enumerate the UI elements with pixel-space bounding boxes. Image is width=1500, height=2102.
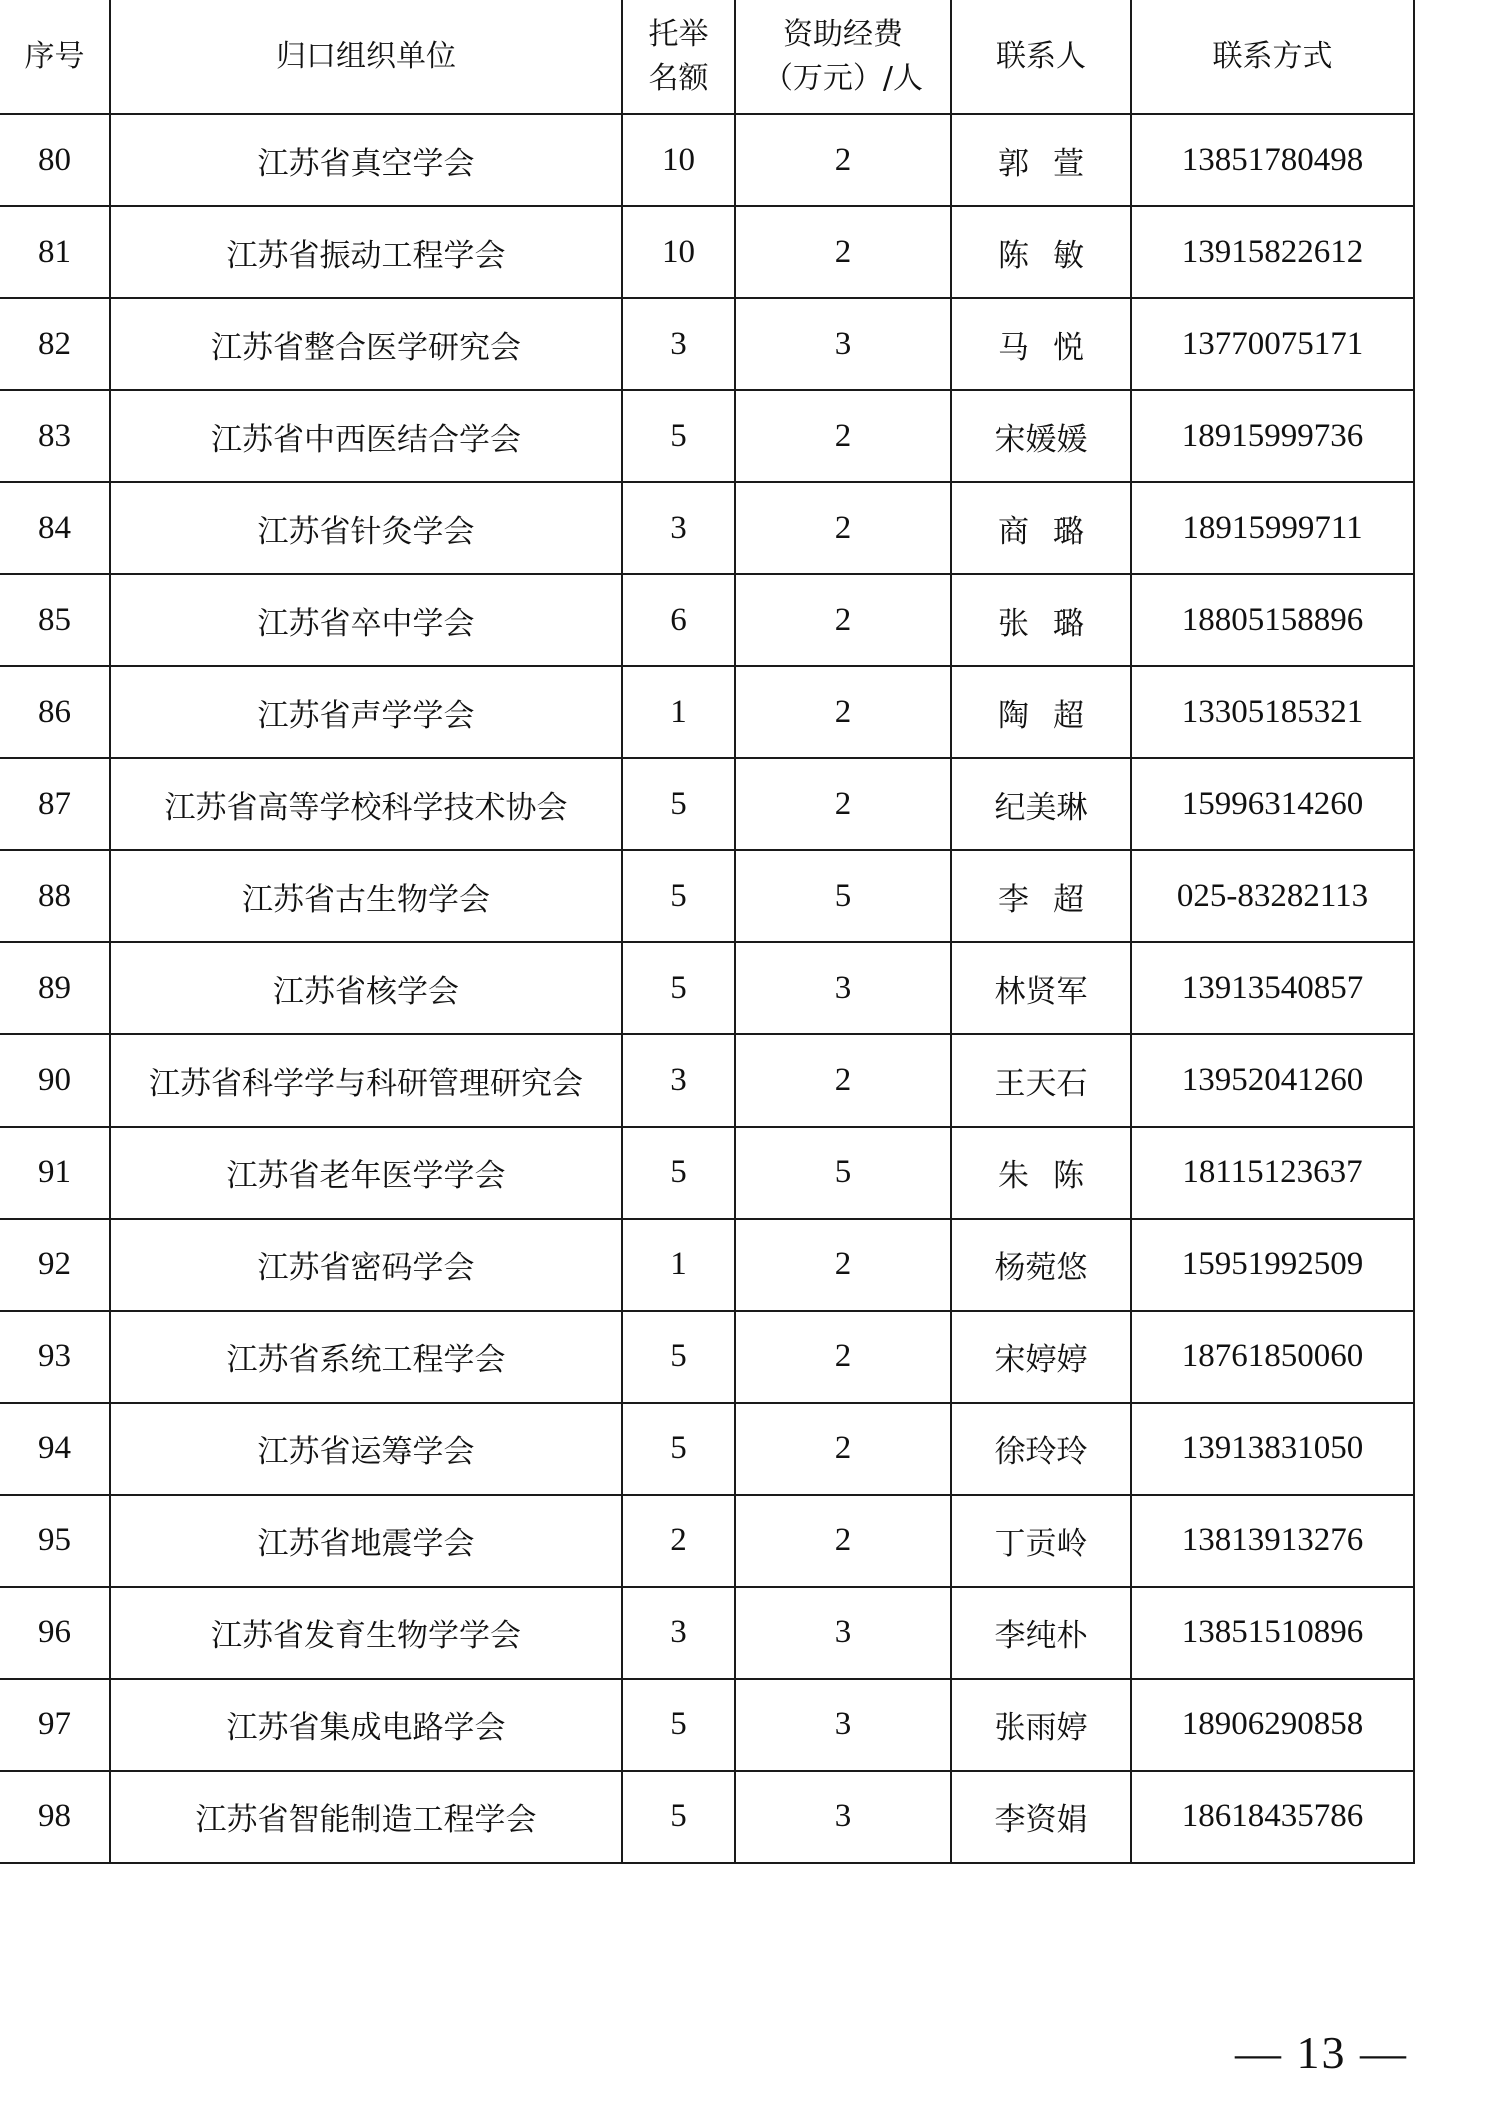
cell-contact: 杨菀悠 — [951, 1219, 1131, 1311]
cell-unit: 江苏省振动工程学会 — [110, 206, 622, 298]
cell-contact: 宋婷婷 — [951, 1311, 1131, 1403]
cell-phone: 13913831050 — [1131, 1403, 1414, 1495]
cell-phone: 025-83282113 — [1131, 850, 1414, 942]
cell-funding: 3 — [735, 1771, 951, 1863]
cell-unit: 江苏省集成电路学会 — [110, 1679, 622, 1771]
cell-index: 95 — [0, 1495, 110, 1587]
cell-index: 84 — [0, 482, 110, 574]
cell-unit: 江苏省核学会 — [110, 942, 622, 1034]
cell-quota: 5 — [622, 1403, 735, 1495]
cell-funding: 2 — [735, 1219, 951, 1311]
cell-index: 87 — [0, 758, 110, 850]
table-row — [0, 206, 1414, 298]
table-row — [0, 1403, 1414, 1495]
cell-contact: 张雨婷 — [951, 1679, 1131, 1771]
table-row — [0, 574, 1414, 666]
cell-funding: 5 — [735, 850, 951, 942]
cell-contact: 李资娟 — [951, 1771, 1131, 1863]
cell-unit: 江苏省声学学会 — [110, 666, 622, 758]
header-quota-line1: 托举 — [648, 17, 709, 52]
table-row — [0, 298, 1414, 390]
cell-funding: 2 — [735, 1311, 951, 1403]
header-funding — [735, 0, 951, 114]
cell-index: 80 — [0, 114, 110, 206]
table-row — [0, 114, 1414, 206]
table-header-row — [0, 0, 1414, 114]
cell-quota: 3 — [622, 482, 735, 574]
cell-funding: 2 — [735, 114, 951, 206]
table-row — [0, 390, 1414, 482]
cell-contact: 徐玲玲 — [951, 1403, 1131, 1495]
cell-phone: 18915999711 — [1131, 482, 1414, 574]
cell-phone: 13851780498 — [1131, 114, 1414, 206]
table-row — [0, 1219, 1414, 1311]
cell-quota: 5 — [622, 758, 735, 850]
cell-unit: 江苏省卒中学会 — [110, 574, 622, 666]
table-body — [0, 114, 1414, 1863]
cell-quota: 5 — [622, 390, 735, 482]
cell-quota: 5 — [622, 1311, 735, 1403]
cell-contact: 张璐 — [951, 574, 1131, 666]
header-index: 序号 — [0, 0, 110, 114]
table-row — [0, 850, 1414, 942]
cell-index: 86 — [0, 666, 110, 758]
cell-quota: 10 — [622, 206, 735, 298]
cell-funding: 2 — [735, 1403, 951, 1495]
cell-phone: 13851510896 — [1131, 1587, 1414, 1679]
cell-index: 94 — [0, 1403, 110, 1495]
cell-contact: 王天石 — [951, 1034, 1131, 1126]
cell-unit: 江苏省地震学会 — [110, 1495, 622, 1587]
cell-index: 96 — [0, 1587, 110, 1679]
cell-quota: 3 — [622, 1034, 735, 1126]
cell-contact: 纪美琳 — [951, 758, 1131, 850]
cell-unit: 江苏省整合医学研究会 — [110, 298, 622, 390]
cell-funding: 2 — [735, 574, 951, 666]
table-row — [0, 1127, 1414, 1219]
cell-funding: 2 — [735, 206, 951, 298]
cell-phone: 18618435786 — [1131, 1771, 1414, 1863]
cell-quota: 2 — [622, 1495, 735, 1587]
cell-index: 83 — [0, 390, 110, 482]
cell-funding: 2 — [735, 758, 951, 850]
cell-funding: 2 — [735, 1034, 951, 1126]
cell-unit: 江苏省真空学会 — [110, 114, 622, 206]
cell-index: 81 — [0, 206, 110, 298]
cell-unit: 江苏省老年医学学会 — [110, 1127, 622, 1219]
cell-quota: 6 — [622, 574, 735, 666]
header-contact: 联系人 — [951, 0, 1131, 114]
header-quota — [622, 0, 735, 114]
table-row — [0, 1034, 1414, 1126]
cell-quota: 5 — [622, 942, 735, 1034]
cell-quota: 5 — [622, 1127, 735, 1219]
cell-unit: 江苏省针灸学会 — [110, 482, 622, 574]
header-unit: 归口组织单位 — [110, 0, 622, 114]
cell-phone: 13952041260 — [1131, 1034, 1414, 1126]
cell-funding: 2 — [735, 482, 951, 574]
cell-contact: 李超 — [951, 850, 1131, 942]
cell-unit: 江苏省高等学校科学技术协会 — [110, 758, 622, 850]
cell-index: 92 — [0, 1219, 110, 1311]
cell-funding: 2 — [735, 390, 951, 482]
cell-index: 85 — [0, 574, 110, 666]
table-row — [0, 1587, 1414, 1679]
cell-quota: 10 — [622, 114, 735, 206]
cell-contact: 丁贡岭 — [951, 1495, 1131, 1587]
cell-phone: 18761850060 — [1131, 1311, 1414, 1403]
cell-funding: 3 — [735, 942, 951, 1034]
table-row — [0, 482, 1414, 574]
cell-quota: 3 — [622, 1587, 735, 1679]
cell-unit: 江苏省中西医结合学会 — [110, 390, 622, 482]
cell-phone: 13813913276 — [1131, 1495, 1414, 1587]
cell-quota: 5 — [622, 850, 735, 942]
cell-index: 98 — [0, 1771, 110, 1863]
cell-index: 90 — [0, 1034, 110, 1126]
table-row — [0, 942, 1414, 1034]
cell-unit: 江苏省运筹学会 — [110, 1403, 622, 1495]
page-number: — 13 — — [1235, 2027, 1408, 2078]
cell-funding: 3 — [735, 1679, 951, 1771]
cell-phone: 18115123637 — [1131, 1127, 1414, 1219]
cell-index: 97 — [0, 1679, 110, 1771]
cell-unit: 江苏省古生物学会 — [110, 850, 622, 942]
cell-funding: 2 — [735, 1495, 951, 1587]
table-row — [0, 1679, 1414, 1771]
cell-quota: 5 — [622, 1771, 735, 1863]
cell-phone: 13770075171 — [1131, 298, 1414, 390]
header-funding-line2: （万元）/人 — [762, 60, 924, 96]
cell-phone: 13913540857 — [1131, 942, 1414, 1034]
header-phone: 联系方式 — [1131, 0, 1414, 114]
cell-contact: 李纯朴 — [951, 1587, 1131, 1679]
cell-funding: 2 — [735, 666, 951, 758]
cell-contact: 朱陈 — [951, 1127, 1131, 1219]
cell-quota: 1 — [622, 1219, 735, 1311]
cell-index: 89 — [0, 942, 110, 1034]
header-quota-line2: 名额 — [648, 60, 709, 96]
cell-phone: 15951992509 — [1131, 1219, 1414, 1311]
cell-contact: 宋媛媛 — [951, 390, 1131, 482]
cell-index: 88 — [0, 850, 110, 942]
cell-contact: 商璐 — [951, 482, 1131, 574]
cell-quota: 3 — [622, 298, 735, 390]
cell-phone: 18906290858 — [1131, 1679, 1414, 1771]
cell-unit: 江苏省智能制造工程学会 — [110, 1771, 622, 1863]
cell-phone: 18915999736 — [1131, 390, 1414, 482]
cell-contact: 陈敏 — [951, 206, 1131, 298]
cell-contact: 陶超 — [951, 666, 1131, 758]
cell-contact: 郭萱 — [951, 114, 1131, 206]
cell-funding: 5 — [735, 1127, 951, 1219]
cell-quota: 1 — [622, 666, 735, 758]
cell-unit: 江苏省密码学会 — [110, 1219, 622, 1311]
cell-contact: 马悦 — [951, 298, 1131, 390]
header-funding-line1: 资助经费 — [783, 17, 903, 52]
cell-quota: 5 — [622, 1679, 735, 1771]
cell-funding: 3 — [735, 1587, 951, 1679]
cell-unit: 江苏省发育生物学学会 — [110, 1587, 622, 1679]
cell-phone: 15996314260 — [1131, 758, 1414, 850]
cell-funding: 3 — [735, 298, 951, 390]
cell-index: 91 — [0, 1127, 110, 1219]
table-row — [0, 1495, 1414, 1587]
table-row — [0, 1771, 1414, 1863]
table-row — [0, 1311, 1414, 1403]
table-row — [0, 666, 1414, 758]
cell-phone: 13305185321 — [1131, 666, 1414, 758]
cell-phone: 18805158896 — [1131, 574, 1414, 666]
cell-unit: 江苏省系统工程学会 — [110, 1311, 622, 1403]
cell-contact: 林贤军 — [951, 942, 1131, 1034]
table-row — [0, 758, 1414, 850]
cell-index: 82 — [0, 298, 110, 390]
cell-index: 93 — [0, 1311, 110, 1403]
cell-phone: 13915822612 — [1131, 206, 1414, 298]
cell-unit: 江苏省科学学与科研管理研究会 — [110, 1034, 622, 1126]
